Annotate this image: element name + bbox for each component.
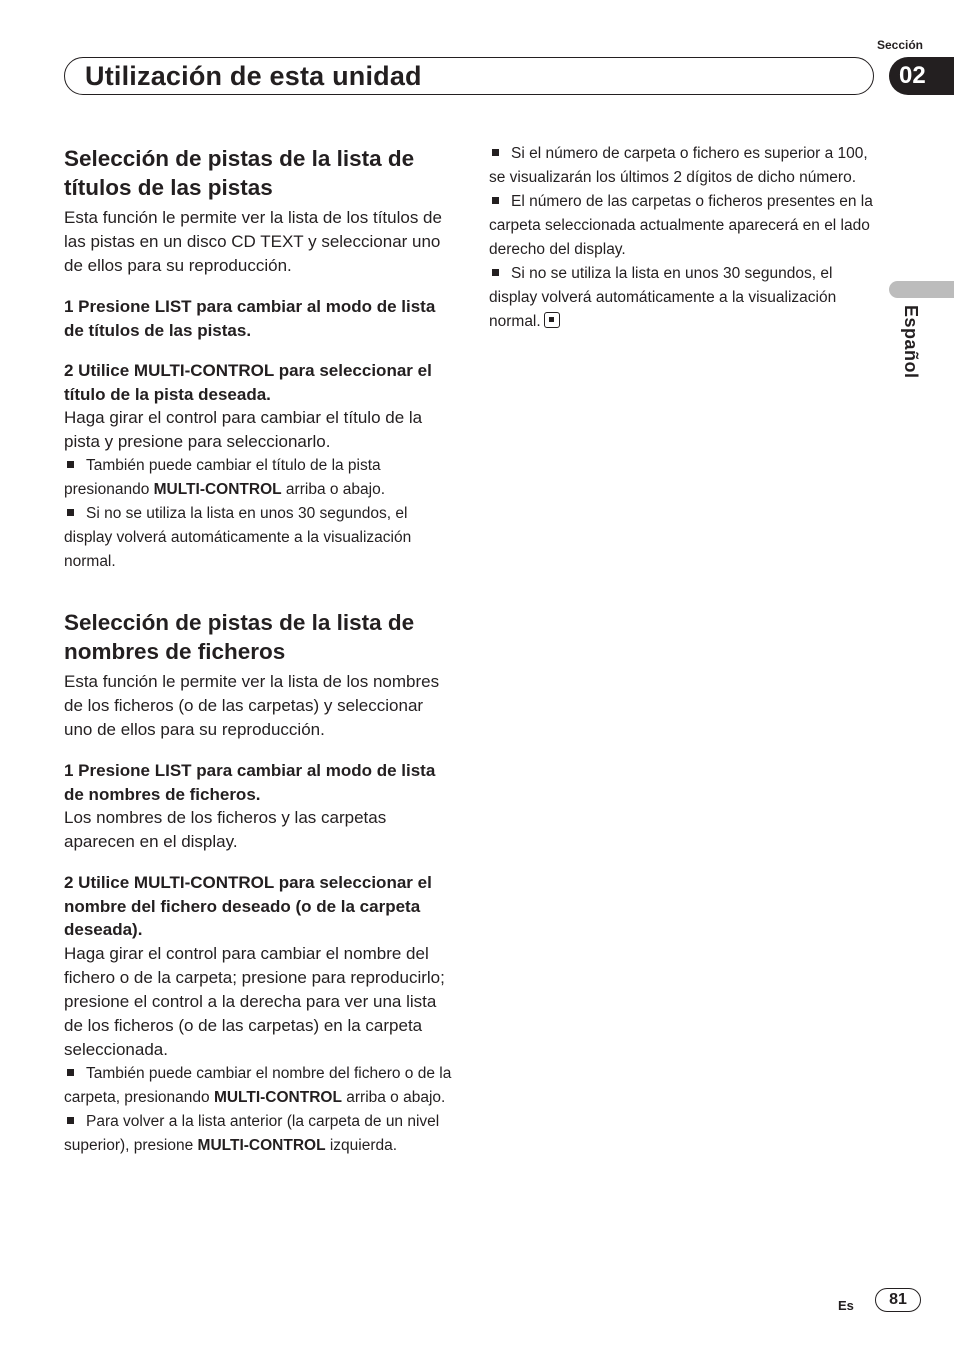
footer-language-code: Es: [838, 1298, 854, 1313]
chapter-title: Utilización de esta unidad: [85, 61, 422, 91]
page-number: 81: [875, 1288, 921, 1312]
section-label: Sección: [876, 38, 924, 52]
note: También puede cambiar el nombre del fichero o de la carpeta, presionando MULTI-CONTROL arriba o abajo.: [64, 1064, 452, 1106]
step-2: 2 Utilice MULTI-CONTROL para seleccionar el nombre del fichero deseado (o de la carpeta deseada).: [64, 873, 432, 939]
bullet-square-icon: [67, 461, 74, 468]
bullet-square-icon: [492, 269, 499, 276]
bullet-square-icon: [67, 1117, 74, 1124]
step-2-body: Haga girar el control para cambiar el título de la pista y presione para seleccionarlo.: [64, 408, 423, 451]
note: Si no se utiliza la lista en unos 30 segundos, el display volverá automáticamente a la visualización normal.: [489, 265, 837, 330]
note: Si el número de carpeta o fichero es superior a 100, se visualizarán los últimos 2 dígitos de dicho número.: [489, 145, 868, 186]
intro-paragraph: Esta función le permite ver la lista de los nombres de los ficheros (o de las carpetas) y seleccionar uno de ellos para su reproducción.: [64, 672, 440, 739]
note: Para volver a la lista anterior (la carpeta de un nivel superior), presione MULTI-CONTROL izquierda.: [64, 1112, 440, 1154]
right-column: [489, 140, 874, 334]
step-1-body: Los nombres de los ficheros y las carpetas aparecen en el display.: [64, 808, 387, 851]
step-1: 1 Presione LIST para cambiar al modo de lista de nombres de ficheros.: [64, 761, 436, 804]
left-column: [64, 140, 452, 1158]
bullet-square-icon: [67, 1069, 74, 1076]
section-heading-file-names: Selección de pistas de la lista de nombres de ficheros: [64, 610, 415, 664]
section-heading-track-titles: Selección de pistas de la lista de títulos de las pistas: [64, 146, 415, 200]
bullet-square-icon: [67, 509, 74, 516]
section-number-badge: 02: [889, 57, 954, 95]
language-tab-marker: [889, 281, 954, 298]
note: También puede cambiar el título de la pista presionando MULTI-CONTROL arriba o abajo.: [64, 457, 386, 498]
note: El número de las carpetas o ficheros presentes en la carpeta seleccionada actualmente aparecerá en el lado derecho del display.: [489, 193, 873, 258]
bullet-square-icon: [492, 149, 499, 156]
intro-paragraph: Esta función le permite ver la lista de los títulos de las pistas en un disco CD TEXT y seleccionar uno de ellos para su reproducción.: [64, 208, 442, 275]
step-1: 1 Presione LIST para cambiar al modo de lista de títulos de las pistas.: [64, 297, 436, 340]
bullet-square-icon: [492, 197, 499, 204]
language-label: Español: [901, 305, 921, 379]
step-2: 2 Utilice MULTI-CONTROL para seleccionar el título de la pista deseada.: [64, 361, 432, 404]
note: Si no se utiliza la lista en unos 30 segundos, el display volverá automáticamente a la visualización normal.: [64, 505, 412, 570]
end-of-section-icon: [544, 312, 560, 328]
chapter-header: [64, 57, 874, 95]
step-2-body: Haga girar el control para cambiar el nombre del fichero o de la carpeta; presione para reproducirlo; presione el control a la derecha para ver una lista de los ficheros (o de las carpetas) en la carpeta seleccionada.: [64, 943, 445, 1059]
